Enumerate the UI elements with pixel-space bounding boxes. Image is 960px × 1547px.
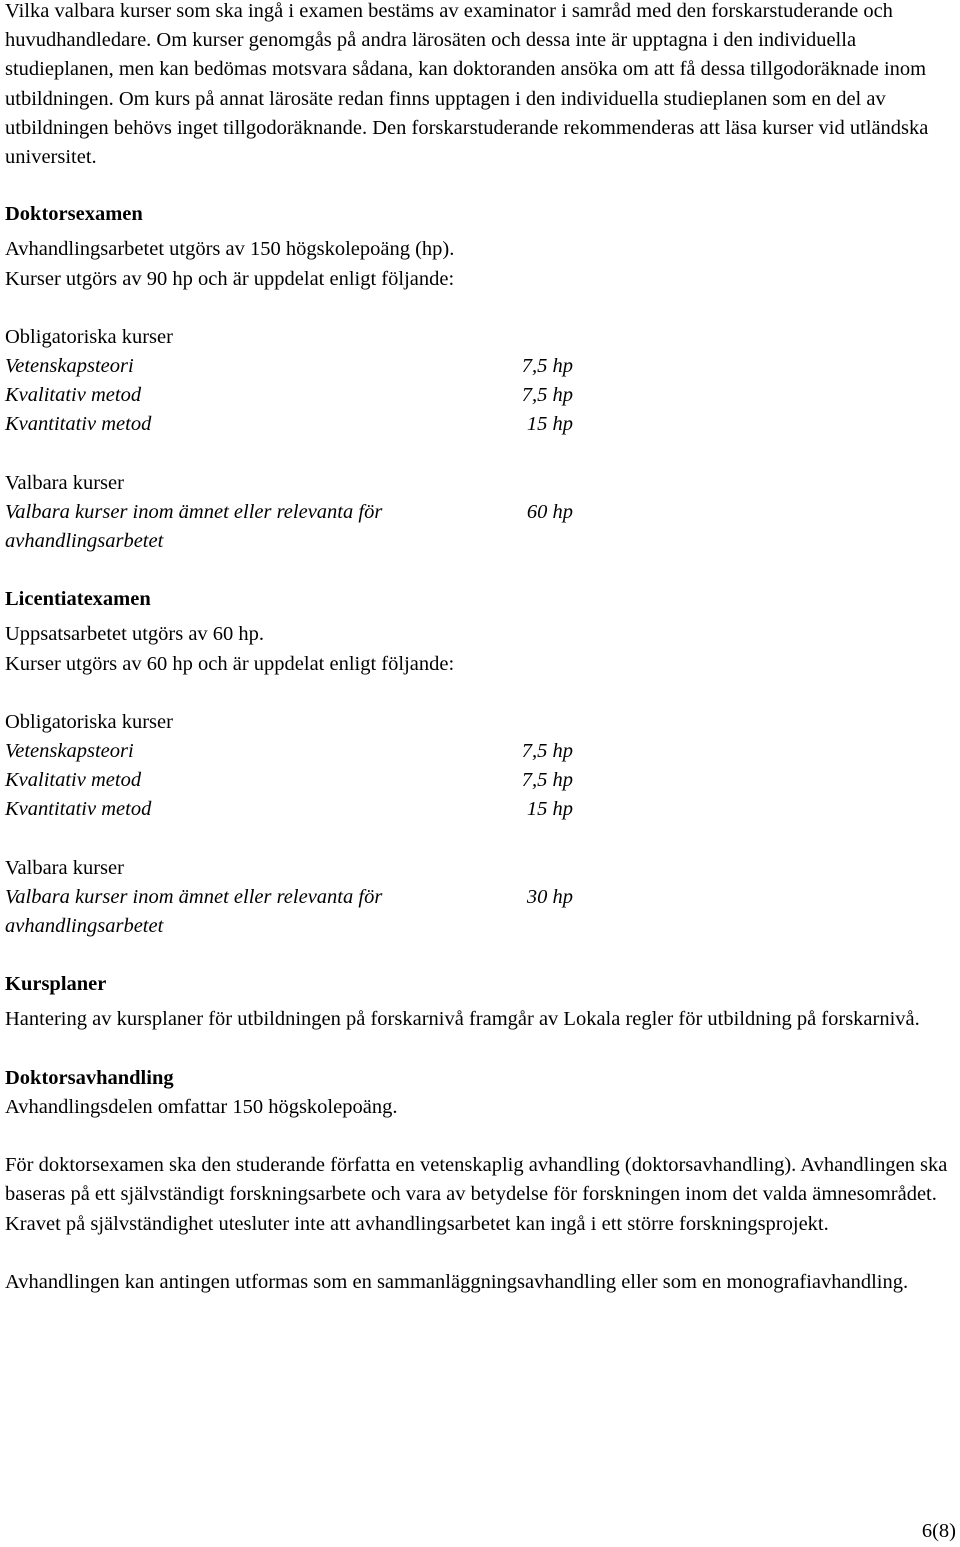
kursplaner-heading: Kursplaner [5, 973, 107, 996]
kursplaner-text: Hantering av kursplaner för utbildningen på forskarnivå framgår av Lokala regler för utbildning på forskarnivå. [5, 1008, 920, 1031]
licentiatexamen-heading: Licentiatexamen [5, 588, 151, 611]
course-row [5, 498, 573, 527]
course-hp: 15 hp [526, 413, 573, 436]
mandatory-heading: Obligatoriska kurser [5, 710, 173, 733]
course-name: Vetenskapsteori [5, 740, 134, 763]
licentiatexamen-line2: Kurser utgörs av 60 hp och är uppdelat enligt följande: [5, 652, 455, 675]
course-name-continued: avhandlingsarbetet [5, 915, 164, 938]
course-row [5, 410, 573, 439]
doktorsexamen-line2: Kurser utgörs av 90 hp och är uppdelat enligt följande: [5, 267, 455, 290]
section-kursplaner [5, 970, 955, 1063]
course-name: Valbara kurser inom ämnet eller relevanta för [5, 885, 383, 908]
doktorsavhandling-heading: Doktorsavhandling [5, 1066, 174, 1089]
course-row [5, 795, 573, 824]
doktorsavhandling-para2: Avhandlingen kan antingen utformas som en sammanläggningsavhandling eller som en monografiavhandling. [5, 1270, 909, 1293]
course-name: Kvantitativ metod [5, 798, 152, 821]
course-hp: 15 hp [526, 798, 573, 821]
licentiatexamen-line1: Uppsatsarbetet utgörs av 60 hp. [5, 623, 265, 646]
course-row [5, 381, 573, 410]
intro-paragraph: Vilka valbara kurser som ska ingå i examen bestäms av examinator i samråd med den forskarstuderande och huvudhandledare. Om kurser genomgås på andra lärosäten och dessa inte är upptagna i den individuella studieplanen, men kan bedömas motsvara sådana, kan doktoranden ansöka om att få dessa tillgodoräknade inom utbildningen. Om kurs på annat lärosäte redan finns upptagen i den individuella studieplanen som en del av utbildningen behövs inget tillgodoräknande. Den forskarstuderande rekommenderas att läsa kurser vid utländska universitet. [5, 0, 929, 169]
course-name: Vetenskapsteori [5, 355, 134, 378]
mandatory-heading: Obligatoriska kurser [5, 325, 173, 348]
doktorsexamen-course-table [5, 323, 573, 556]
course-hp: 60 hp [526, 500, 573, 523]
course-hp: 7,5 hp [521, 384, 573, 407]
elective-heading: Valbara kurser [5, 471, 124, 494]
course-name: Kvalitativ metod [5, 769, 142, 792]
page-number: 6(8) [921, 1520, 956, 1542]
course-hp: 7,5 hp [521, 740, 573, 763]
course-name: Valbara kurser inom ämnet eller relevanta för [5, 500, 383, 523]
section-doktorsexamen [5, 200, 955, 585]
doktorsexamen-heading: Doktorsexamen [5, 203, 143, 226]
course-row [5, 352, 573, 381]
course-row [5, 766, 573, 795]
course-name: Kvantitativ metod [5, 413, 152, 436]
doktorsavhandling-line1: Avhandlingsdelen omfattar 150 högskolepoäng. [5, 1095, 398, 1118]
section-doktorsavhandling [5, 1064, 955, 1297]
course-row [5, 737, 573, 766]
course-hp: 7,5 hp [521, 769, 573, 792]
doktorsexamen-line1: Avhandlingsarbetet utgörs av 150 högskolepoäng (hp). [5, 238, 455, 261]
licentiatexamen-course-table [5, 708, 573, 941]
course-row [5, 883, 573, 912]
course-hp: 7,5 hp [521, 355, 573, 378]
course-name-continued: avhandlingsarbetet [5, 530, 164, 553]
course-hp: 30 hp [526, 885, 573, 908]
course-name: Kvalitativ metod [5, 384, 142, 407]
section-licentiatexamen [5, 585, 955, 970]
elective-heading: Valbara kurser [5, 856, 124, 879]
document-page [5, 0, 955, 1297]
doktorsavhandling-para1: För doktorsexamen ska den studerande författa en vetenskaplig avhandling (doktorsavhandling). Avhandlingen ska baseras på ett självständigt forskningsarbete och vara av betydelse för forskningen inom det valda ämnesområdet. Kravet på självständighet utesluter inte att avhandlingsarbetet kan ingå i ett större forskningsprojekt. [5, 1154, 948, 1235]
